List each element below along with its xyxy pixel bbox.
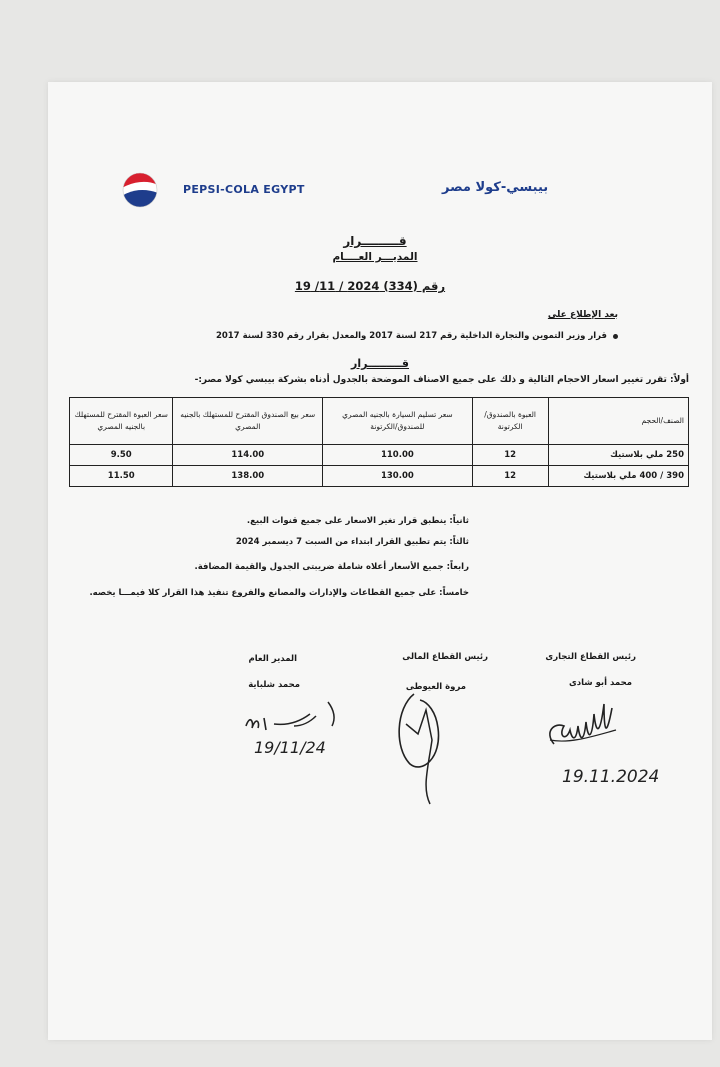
cell-bottle-price: 9.50: [70, 445, 173, 466]
signature-date-gm: 19/11/24: [254, 738, 326, 756]
cell-bottle-price: 11.50: [70, 466, 173, 487]
signature-gm: [240, 696, 360, 756]
decree-heading: قـــــــــرار: [343, 234, 407, 248]
signatory-title-commercial: رئيس القطاع التجارى: [545, 652, 636, 662]
signatory-name-gm: محمد شلباية: [248, 680, 300, 690]
decision-heading: قـــــــــرار: [351, 357, 409, 370]
document-page: [48, 82, 712, 1040]
item-fourth: رابعاً: جميع الأسعار أعلاه شاملة ضريبتى الجدول والقيمة المضافة.: [194, 562, 469, 572]
price-table: [69, 397, 689, 487]
signatory-title-finance: رئيس القطاع المالى: [402, 652, 488, 662]
cell-pack-count: 12: [472, 445, 548, 466]
signature-date-commercial: 19.11.2024: [562, 767, 660, 787]
header-truck-price: سعر تسليم السيارة بالجنيه المصري للصندوق/الكرتونة: [323, 398, 473, 445]
header-pack-count: العبوة بالصندوق/ الكرتونة: [472, 398, 548, 445]
brand-name-english: PEPSI-COLA EGYPT: [183, 183, 305, 196]
cell-truck-price: 110.00: [323, 445, 473, 466]
cell-category: 390 / 400 ملي بلاستيك: [548, 466, 688, 487]
brand-name-arabic: بيبسي-كولا مصر: [442, 180, 549, 195]
header-category: الصنف/الحجم: [548, 398, 688, 445]
cell-box-price: 138.00: [173, 466, 323, 487]
bullet-icon: [613, 334, 618, 339]
table-row: [70, 445, 689, 466]
signature-commercial: [540, 700, 660, 795]
decree-number: رقم (334) 2024 / 11/ 19: [294, 279, 446, 293]
cell-box-price: 114.00: [173, 445, 323, 466]
item-fifth: خامساً: على جميع القطاعات والإدارات والمصانع والفروع تنفيذ هذا القرار كلا فيمـــا يخصه.: [89, 588, 469, 598]
signatory-title-gm: المدير العام: [248, 654, 297, 664]
item-third: ثالثاً: يتم تطبيق القرار ابتداء من السبت 7 ديسمبر 2024: [235, 537, 469, 547]
intro-label: بعد الإطلاع على: [547, 310, 618, 320]
reference-law: قرار وزير التموين والتجارة الداخلية رقم 217 لسنة 2017 والمعدل بقرار رقم 330 لسنة 2017: [215, 331, 607, 341]
signature-finance: [392, 688, 452, 806]
item-second: ثانياً: ينطبق قرار تغير الاسعار على جميع قنوات البيع.: [246, 516, 469, 526]
table-row: [70, 466, 689, 487]
header-bottle-price: سعر العبوة المقترح للمستهلك بالجنيه المصري: [70, 398, 173, 445]
header-box-price: سعر بيع الصندوق المقترح للمستهلك بالجنيه المصري: [173, 398, 323, 445]
item-first: أولاً: تقرر تغيير اسعار الاحجام التالية و ذلك على جميع الاصناف الموضحة بالجدول أدناه بشركة بيبسي كولا مصر:-: [194, 375, 689, 385]
decree-issuer: المديـــر العــــام: [332, 251, 418, 263]
signatory-name-commercial: محمد أبو شادى: [568, 678, 632, 688]
cell-category: 250 ملي بلاستيك: [548, 445, 688, 466]
cell-pack-count: 12: [472, 466, 548, 487]
signatory-name-finance: مروة العيوطى: [405, 682, 466, 692]
table-header-row: [70, 398, 689, 445]
pepsi-globe-icon: [122, 172, 158, 208]
cell-truck-price: 130.00: [323, 466, 473, 487]
